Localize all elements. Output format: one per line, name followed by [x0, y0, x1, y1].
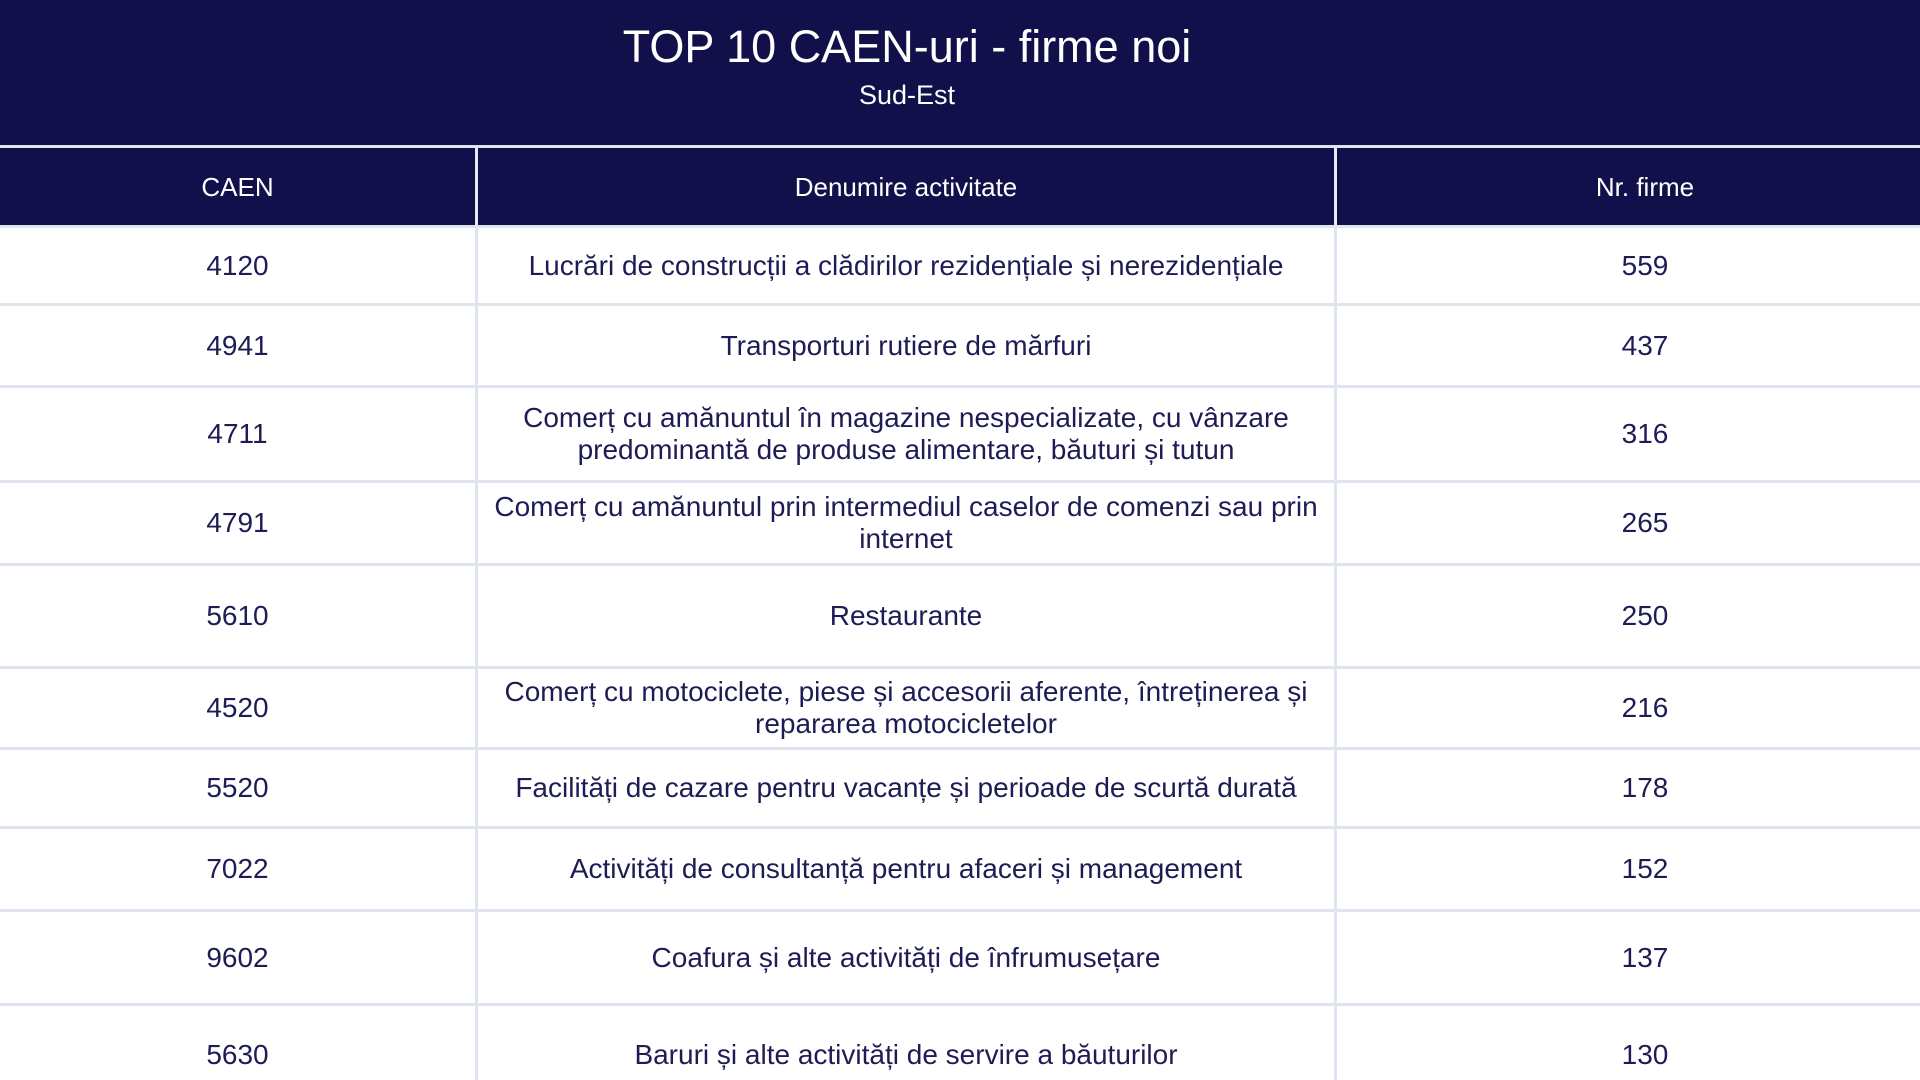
column-header-activity: Denumire activitate	[478, 148, 1337, 225]
firm-count: 437	[1621, 329, 1669, 361]
table-row	[0, 826, 1920, 909]
table-row	[0, 385, 1920, 480]
activity-name: Lucrări de construcții a clădirilor rezidențiale și nerezidențiale	[478, 228, 1337, 303]
column-header-count: Nr. firme	[1595, 171, 1695, 202]
activity-name: Comerț cu amănuntul în magazine nespecializate, cu vânzare predominantă de produse alimentare, băuturi și tutun	[478, 388, 1337, 480]
caen-code: 4120	[0, 228, 478, 303]
title-band	[0, 0, 1920, 145]
caen-code: 4791	[0, 483, 478, 563]
firm-count: 559	[1621, 249, 1669, 281]
table-row	[0, 480, 1920, 563]
caen-code: 5520	[0, 750, 478, 826]
activity-name: Comerț cu motociclete, piese și accesorii aferente, întreținerea și repararea motocicletelor	[478, 669, 1337, 747]
table-row	[0, 225, 1920, 303]
caen-code: 5610	[0, 566, 478, 666]
activity-name: Coafura și alte activități de înfrumusețare	[478, 912, 1337, 1003]
firm-count: 316	[1621, 418, 1669, 449]
table-row	[0, 666, 1920, 747]
table-row	[0, 909, 1920, 1003]
column-header-caen: CAEN	[0, 148, 478, 225]
activity-name: Restaurante	[478, 566, 1337, 666]
firm-count: 137	[1621, 941, 1669, 973]
firm-count: 152	[1621, 853, 1669, 884]
firm-count: 265	[1621, 507, 1669, 538]
table-row	[0, 563, 1920, 666]
table-row	[0, 1003, 1920, 1080]
firm-count: 178	[1621, 772, 1669, 803]
activity-name: Comerț cu amănuntul prin intermediul caselor de comenzi sau prin internet	[478, 483, 1337, 563]
table-header-row	[0, 145, 1920, 225]
caen-code: 5630	[0, 1006, 478, 1080]
firm-count: 130	[1621, 1038, 1669, 1070]
page-subtitle: Sud-Est	[858, 80, 956, 110]
caen-code: 4520	[0, 669, 478, 747]
activity-name: Activități de consultanță pentru afaceri și management	[478, 829, 1337, 909]
caen-code: 4711	[0, 388, 478, 480]
firm-count: 250	[1621, 600, 1669, 631]
activity-name: Baruri și alte activități de servire a băuturilor	[478, 1006, 1337, 1080]
caen-code: 7022	[0, 829, 478, 909]
activity-name: Transporturi rutiere de mărfuri	[478, 306, 1337, 385]
caen-code: 4941	[0, 306, 478, 385]
caen-table	[0, 145, 1920, 1080]
caen-code: 9602	[0, 912, 478, 1003]
table-row	[0, 303, 1920, 385]
page-title: TOP 10 CAEN-uri - firme noi	[622, 21, 1192, 72]
firm-count: 216	[1621, 692, 1669, 723]
activity-name: Facilități de cazare pentru vacanțe și perioade de scurtă durată	[478, 750, 1337, 826]
table-row	[0, 747, 1920, 826]
